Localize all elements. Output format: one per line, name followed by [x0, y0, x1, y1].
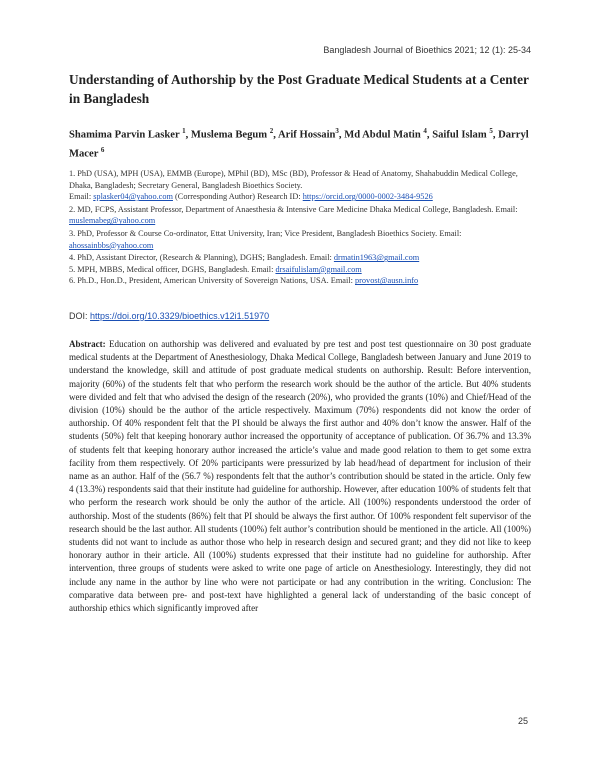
author-name: Arif Hossain	[278, 129, 336, 141]
email-link[interactable]: drsaifulislam@gmail.com	[275, 264, 362, 274]
affiliation-6: 6. Ph.D., Hon.D., President, American University of Sovereign Nations, USA. Email: provost@ausn.info	[69, 276, 419, 286]
email-link[interactable]: muslemabeg@yahoo.com	[69, 216, 156, 226]
author-affil-marker: 1	[182, 127, 186, 135]
author-name: Shamima Parvin Lasker	[69, 129, 180, 141]
abstract-paragraph	[69, 338, 531, 615]
doi-line	[69, 311, 539, 321]
affiliation-1: 1. PhD (USA), MPH (USA), EMMB (Europe), MPhil (BD), MSc (BD), Professor & Head of Anatomy, Shahabuddin Medical College, Dhaka, Bangladesh; Secretary General, Bangladesh Bioethics Society. Email: splasker04@yahoo.com (Corresponding Author) Research ID: https://orcid.org/0000-0002-3484-9526	[69, 169, 518, 202]
affiliation-2: 2. MD, FCPS, Assistant Professor, Department of Anaesthesia & Intensive Care Medicine Dhaka Medical College, Bangladesh. Email: muslemabeg@yahoo.com	[69, 204, 518, 226]
doi-label: DOI:	[69, 311, 88, 321]
journal-header: Bangladesh Journal of Bioethics 2021; 12 (1): 25-34	[323, 45, 531, 55]
author-affil-marker: 2	[269, 127, 274, 135]
author-name: Md Abdul Matin	[344, 129, 421, 141]
author-name: Darryl Macer	[69, 129, 529, 160]
page-number: 25	[517, 716, 528, 726]
affiliation-4: 4. PhD, Assistant Director, (Research & Planning), DGHS; Bangladesh. Email: drmatin1963@gmail.com	[69, 253, 420, 263]
email-link[interactable]: drmatin1963@gmail.com	[333, 253, 420, 263]
paper-title: Understanding of Authorship by the Post Graduate Medical Students at a Center in Bangladesh	[69, 72, 529, 106]
abstract-label: Abstract:	[69, 339, 106, 349]
email-link[interactable]: ahossainbbs@yahoo.com	[69, 240, 154, 250]
author-affil-marker: 5	[489, 127, 493, 135]
author-list: Shamima Parvin Lasker $^1$, Muslema Begum $^2$, Arif Hossain$^3$, Md Abdul Matin $^4$, Saiful Islam $^5$, Darryl Macer $^6$	[69, 127, 529, 160]
affiliations	[69, 168, 539, 287]
author-affil-marker: 4	[423, 127, 427, 135]
orcid-link[interactable]: https://orcid.org/0000-0002-3484-9526	[302, 192, 433, 202]
author-name: Muslema Begum	[190, 129, 268, 141]
author-affil-marker: 6	[100, 145, 105, 154]
affiliation-5: 5. MPH, MBBS, Medical officer, DGHS, Bangladesh. Email: drsaifulislam@gmail.com	[69, 264, 362, 274]
email-link[interactable]: splasker04@yahoo.com	[93, 192, 173, 202]
doi-link[interactable]: https://doi.org/10.3329/bioethics.v12i1.51970	[90, 311, 270, 321]
abstract-text: Education on authorship was delivered and evaluated by pre test and post test questionnaire on 30 post graduate medical students at the Department of Anesthesiology, Dhaka Medical College, Bangladesh between January and June 2019 to understand the knowledge, skill and attitude of post graduate medical students on authorship. Result: Before intervention, majority (60%) of the students felt that who perform the research work should be the author of the article. But 40% students were divided and felt that who advised the design of the research (20%), who provided the grants (10%) and Chief/Head of the division (10%) should be the author of the article respectively. Maximum (70%) respondents did not know the order of authorship. Of 40% respondent felt that the PI should be always the first author and 40% don’t know the answer. Half of the students (50%) felt that keeping honorary author increased the opportunity of acceptance of publication. Of 36.7% and 13.3% of students felt that keeping honorary author increased the article’s value and made good relation to them to get some extra facility from them respectively. Of 20% participants were pressurized by lab head/head of department for inclusion of their name as an author. Half of the (56.7 %) respondents felt that the author’s contribution should be stated in the article. Only few 4 (13.3%) respondents said that their institute had guideline for authorship. However, after education 100% of students felt that who perform the research work should be only the author of the article. All (100%) respondents understood the order of authorship. Most of the students (86%) felt that PI should be always the first author. Of 100% respondent felt supervisor of the research should be the last author. All students (100%) felt author’s contribution should be mentioned in the article. All (100%) students did not want to include as author those who help in research design and secured grant; and they did not like to keep honorary author in their article. All (100%) students expressed that their institute had no guideline for authorship. After intervention, three groups of students were asked to write one page of article on Anesthesiology. Interestingly, they did not include any name in the author by line who were not participate or had any contribution in the writing. Conclusion: The comparative data between pre- and post-text have highlighted a general lack of understanding of the basic concept of authorship ethics which significantly improved after	[69, 339, 531, 614]
email-link[interactable]: provost@ausn.info	[354, 276, 419, 286]
affiliation-3: 3. PhD, Professor & Course Co-ordinator, Ettat University, Iran; Vice President, Bangladesh Bioethics Society. Email: ahossainbbs@yahoo.com	[69, 228, 462, 250]
author-affil-marker: 3	[335, 127, 339, 135]
author-name: Saiful Islam	[432, 129, 487, 141]
